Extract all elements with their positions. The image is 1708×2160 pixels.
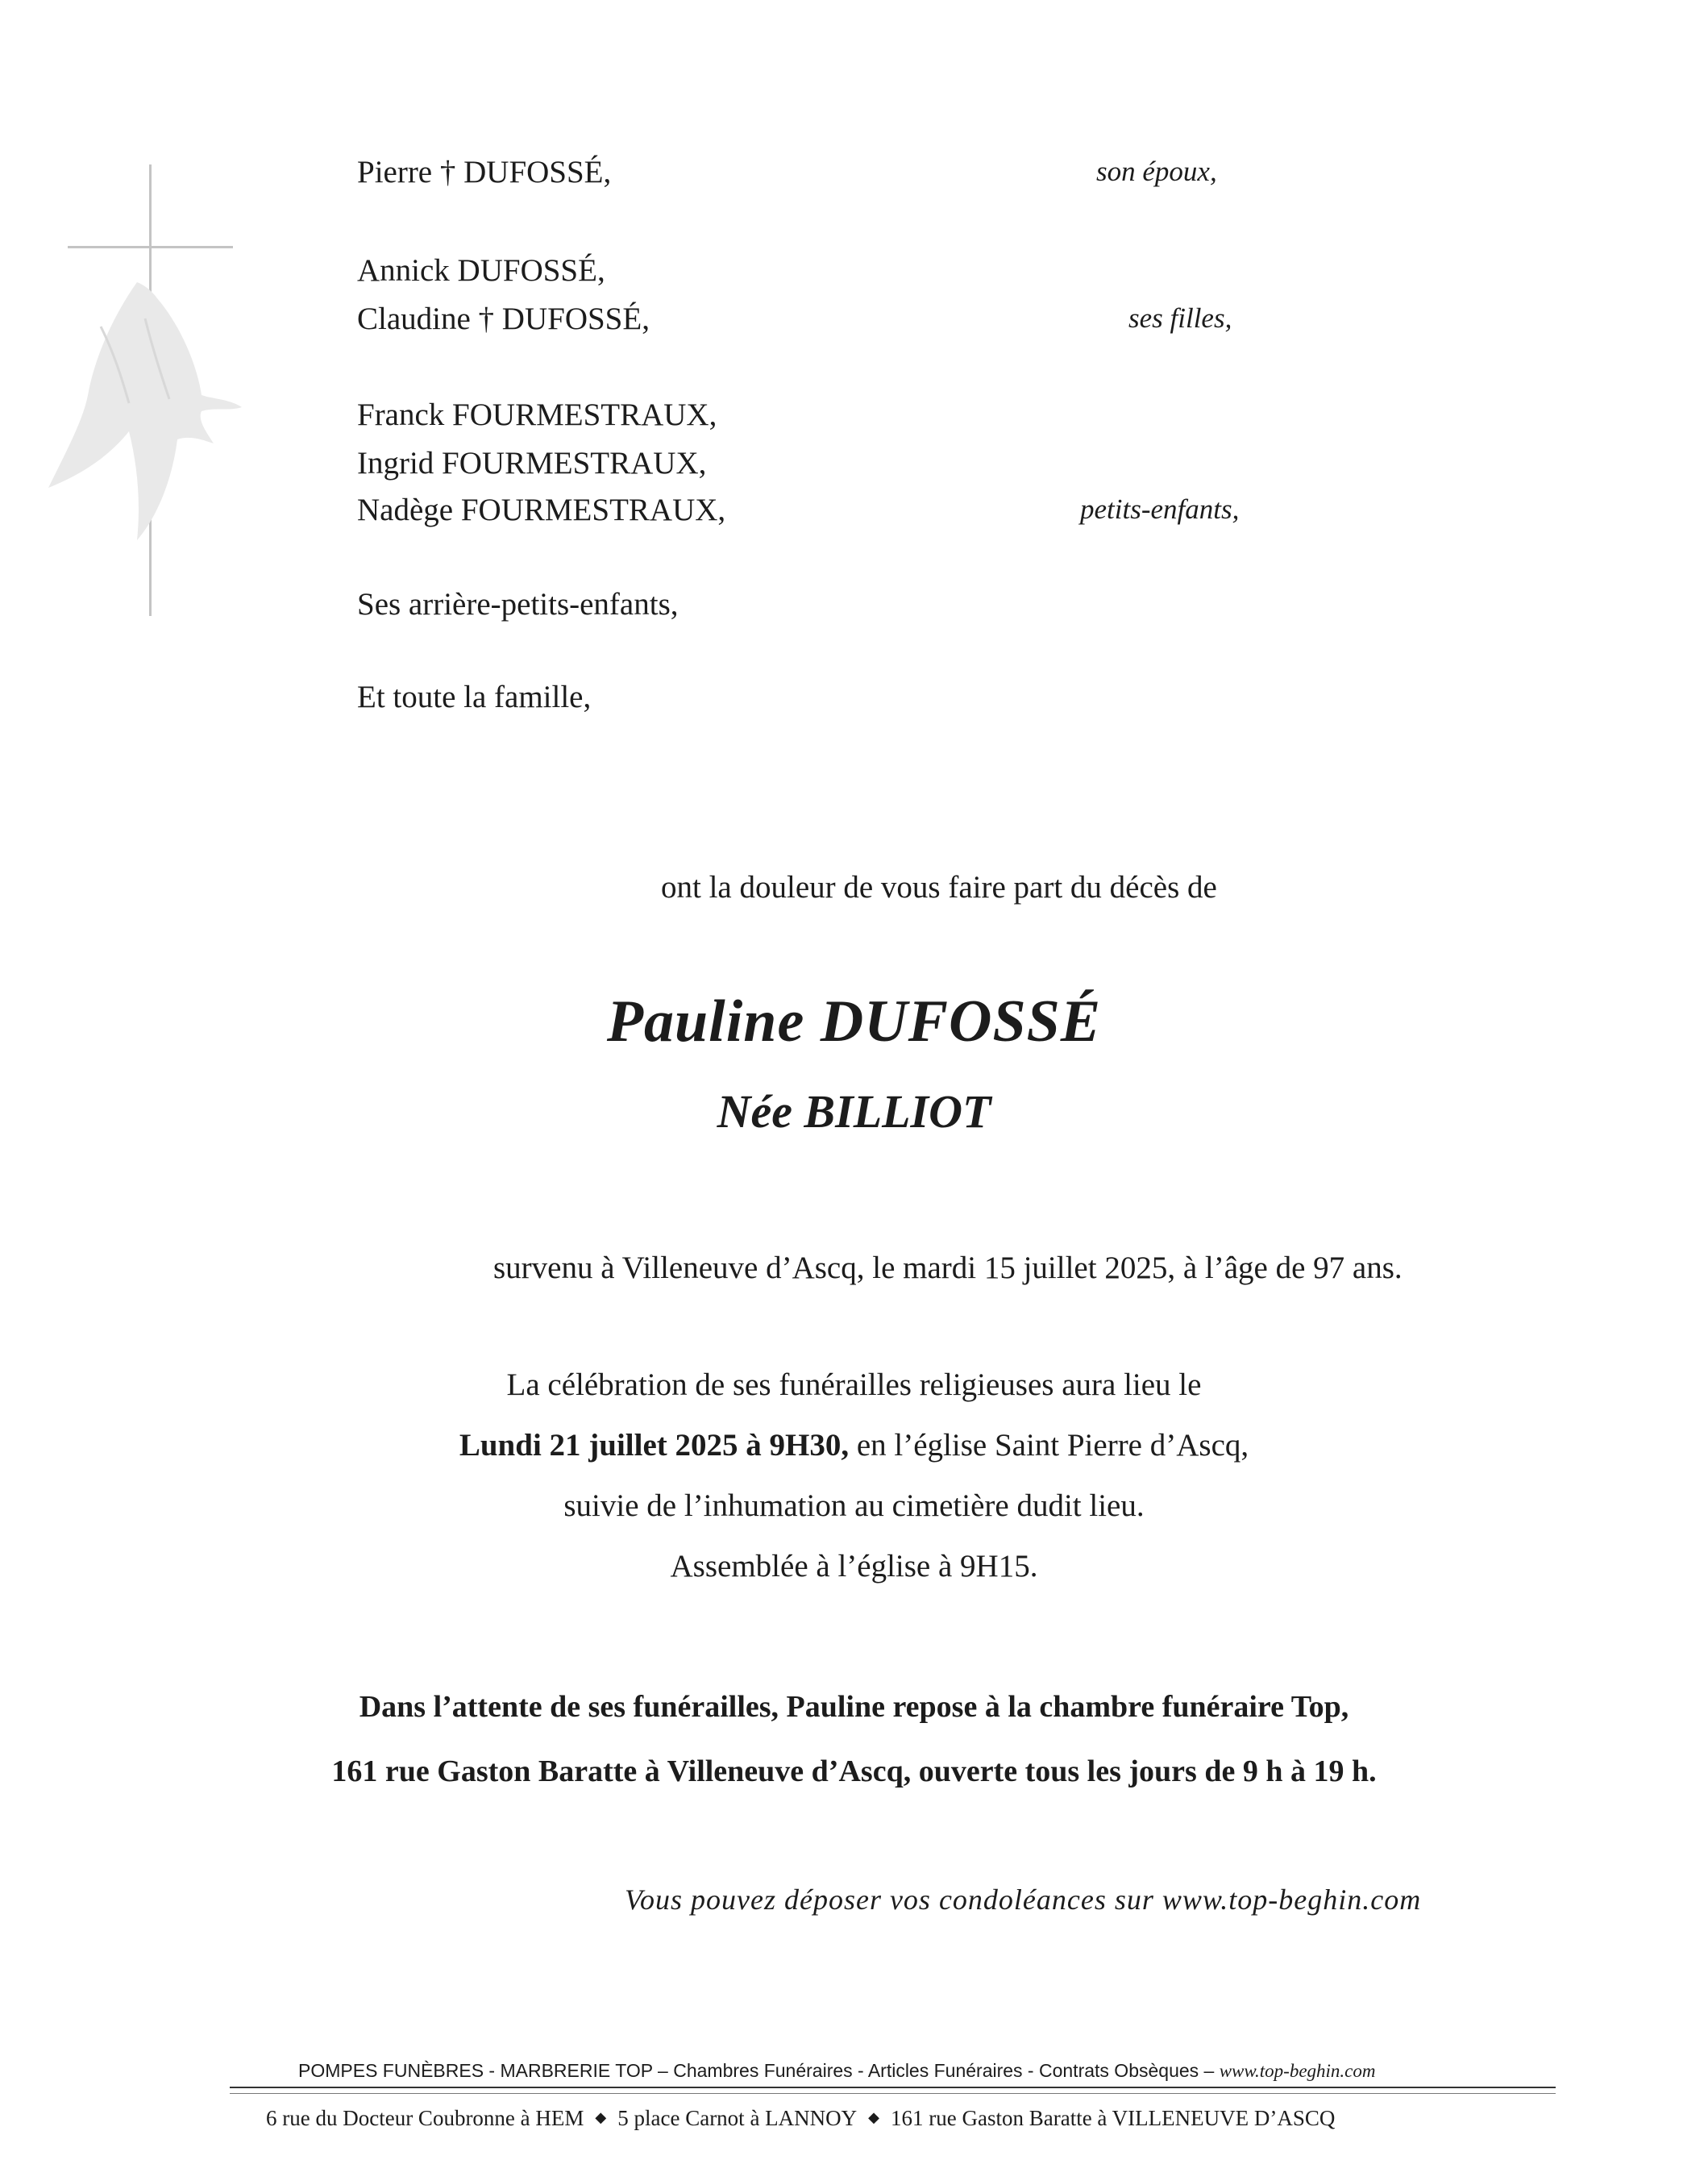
- grandchild-name: Ingrid FOURMESTRAUX,: [357, 446, 707, 481]
- assembly-time: Assemblée à l’église à 9H15.: [670, 1549, 1038, 1584]
- footer-address: 6 rue du Docteur Coubronne à HEM: [266, 2106, 584, 2130]
- announcement-intro: ont la douleur de vous faire part du décès de: [661, 870, 1217, 905]
- footer-rule-top: [230, 2087, 1556, 2088]
- grandchildren-role: petits-enfants,: [1080, 493, 1240, 525]
- dove-icon: [40, 278, 250, 544]
- cross-horizontal-bar: [68, 246, 233, 248]
- ceremony-date: Lundi 21 juillet 2025 à 9H30,: [459, 1428, 850, 1463]
- rest-location: Dans l’attente de ses funérailles, Pauline repose à la chambre funéraire Top,: [359, 1690, 1349, 1724]
- burial-info: suivie de l’inhumation au cimetière dudit lieu.: [563, 1488, 1145, 1523]
- deceased-name: Pauline DUFOSSÉ: [606, 988, 1102, 1055]
- spouse-name: Pierre † DUFOSSÉ,: [357, 155, 612, 189]
- death-details: survenu à Villeneuve d’Ascq, le mardi 15 juillet 2025, à l’âge de 97 ans.: [493, 1251, 1403, 1285]
- ceremony-intro: La célébration de ses funérailles religieuses aura lieu le: [506, 1367, 1202, 1402]
- diamond-separator-icon: ◆: [595, 2109, 607, 2125]
- daughter-name: Annick DUFOSSÉ,: [357, 253, 605, 288]
- footer-company: POMPES FUNÈBRES - MARBRERIE TOP: [298, 2060, 653, 2081]
- rest-address-hours: 161 rue Gaston Baratte à Villeneuve d’Ascq, ouverte tous les jours de 9 h à 19 h.: [331, 1754, 1377, 1788]
- footer-address: 161 rue Gaston Baratte à VILLENEUVE D’ASCQ: [891, 2106, 1336, 2130]
- footer-addresses: [266, 2106, 1335, 2131]
- spouse-role: son époux,: [1096, 156, 1217, 187]
- condolences-note: Vous pouvez déposer vos condoléances sur www.top-beghin.com: [625, 1883, 1422, 1916]
- ceremony-place: en l’église Saint Pierre d’Ascq,: [849, 1428, 1249, 1463]
- birth-name: Née BILLIOT: [717, 1085, 991, 1138]
- footer-company-line: [298, 2060, 1376, 2082]
- great-grandchildren: Ses arrière-petits-enfants,: [357, 587, 679, 622]
- ceremony-date-place: [0, 1427, 1708, 1463]
- footer-rule-bottom: [230, 2093, 1556, 2094]
- grandchild-name: Franck FOURMESTRAUX,: [357, 397, 717, 432]
- grandchild-name: Nadège FOURMESTRAUX,: [357, 493, 726, 527]
- diamond-separator-icon: ◆: [868, 2109, 880, 2125]
- footer-address: 5 place Carnot à LANNOY: [617, 2106, 858, 2130]
- footer-website: www.top-beghin.com: [1219, 2061, 1376, 2081]
- daughters-role: ses filles,: [1128, 302, 1232, 334]
- footer-services: – Chambres Funéraires - Articles Funéraires - Contrats Obsèques –: [652, 2060, 1220, 2081]
- extended-family: Et toute la famille,: [357, 680, 592, 714]
- daughter-name: Claudine † DUFOSSÉ,: [357, 302, 650, 336]
